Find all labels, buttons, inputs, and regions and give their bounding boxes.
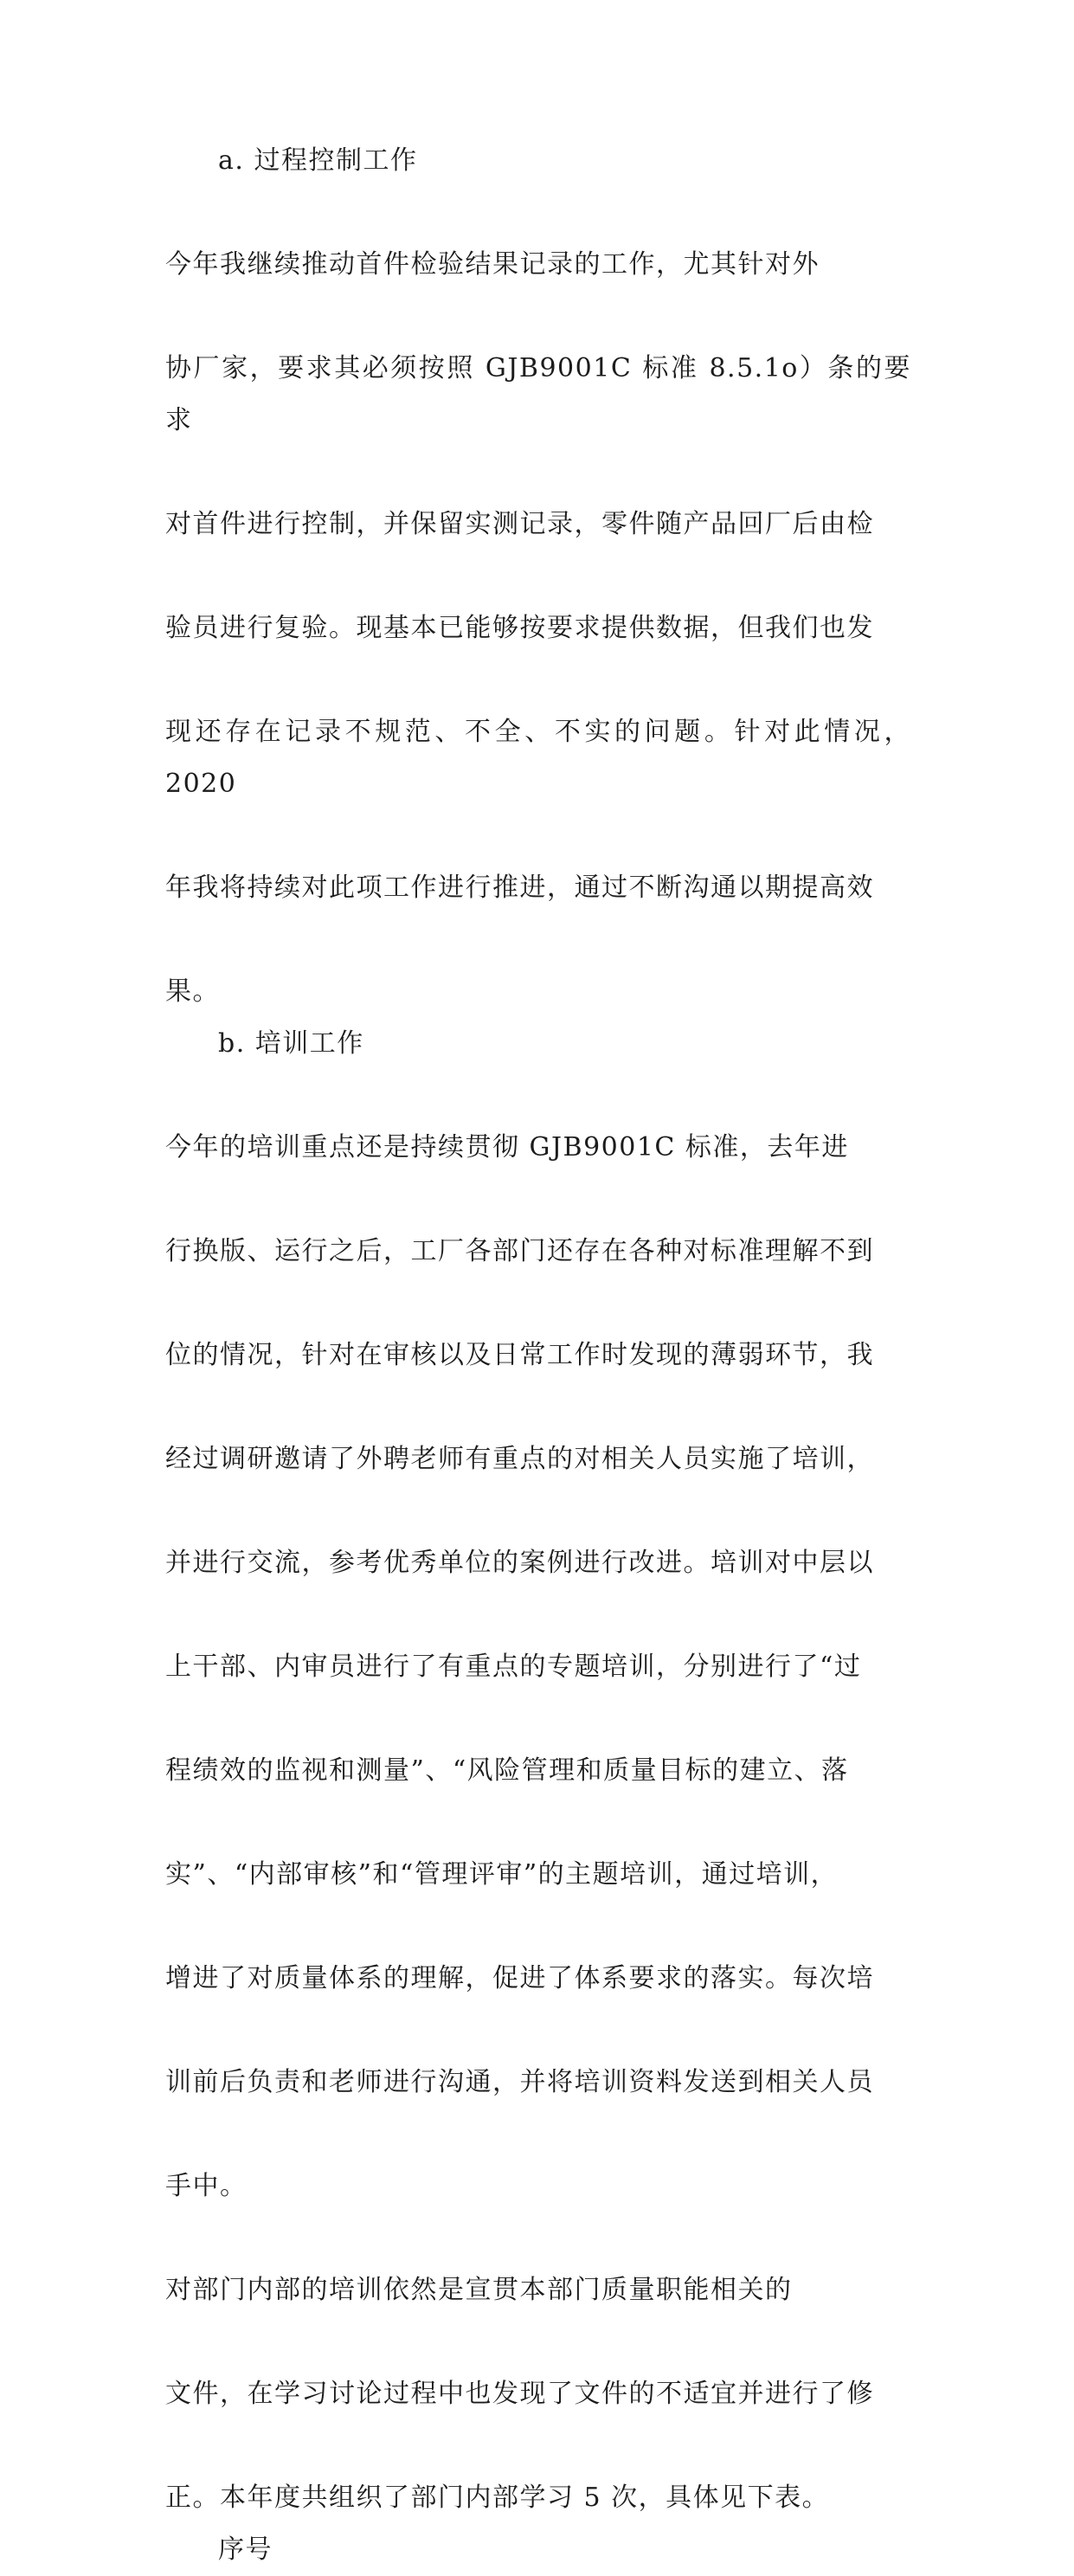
paragraph-training [165, 1070, 911, 2212]
paragraph-line: 年我将持续对此项工作进行推进，通过不断沟通以期提高效 [165, 873, 874, 903]
section-heading-a: a. 过程控制工作 [218, 145, 418, 176]
paragraph-line: 验员进行复验。现基本已能够按要求提供数据，但我们也发 [165, 613, 874, 643]
paragraph-line: 手中。 [165, 2171, 248, 2201]
paragraph-line: 果。 [165, 976, 220, 1007]
paragraph-line: 增进了对质量体系的理解，促进了体系要求的落实。每次培 [165, 1963, 874, 1993]
table-header-serial-number: 序号 [218, 2534, 273, 2565]
paragraph-line: 程绩效的监视和测量”、“风险管理和质量目标的建立、落 [165, 1755, 849, 1786]
paragraph-line: 位的情况，针对在审核以及日常工作时发现的薄弱环节，我 [165, 1340, 874, 1370]
section-heading-b: b. 培训工作 [218, 1028, 364, 1059]
paragraph-line: 实”、“内部审核”和“管理评审”的主题培训，通过培训， [165, 1859, 839, 1890]
paragraph-line: 对部门内部的培训依然是宣贯本部门质量职能相关的 [165, 2275, 793, 2305]
paragraph-line: 现还存在记录不规范、不全、不实的问题。针对此情况，2020 [165, 717, 911, 799]
paragraph-line: 今年我继续推动首件检验结果记录的工作，尤其针对外 [165, 249, 820, 280]
paragraph-line: 训前后负责和老师进行沟通，并将培训资料发送到相关人员 [165, 2067, 874, 2097]
paragraph-internal-training [165, 2212, 911, 2524]
paragraph-line: 文件，在学习讨论过程中也发现了文件的不适宜并进行了修 [165, 2379, 874, 2409]
paragraph-line: 经过调研邀请了外聘老师有重点的对相关人员实施了培训， [165, 1444, 874, 1474]
paragraph-line: 协厂家，要求其必须按照 GJB9001C 标准 8.5.1o）条的要求 [165, 353, 911, 435]
paragraph-line: 行换版、运行之后，工厂各部门还存在各种对标准理解不到 [165, 1236, 874, 1266]
paragraph-line: 上干部、内审员进行了有重点的专题培训，分别进行了“过 [165, 1652, 862, 1682]
paragraph-line: 对首件进行控制，并保留实测记录，零件随产品回厂后由检 [165, 509, 874, 539]
document-body [165, 135, 911, 2576]
paragraph-line: 今年的培训重点还是持续贯彻 GJB9001C 标准，去年进 [165, 1132, 849, 1162]
paragraph-process-control [165, 187, 911, 1018]
paragraph-line: 正。本年度共组织了部门内部学习 5 次，具体见下表。 [165, 2483, 830, 2513]
paragraph-line: 并进行交流，参考优秀单位的案例进行改进。培训对中层以 [165, 1548, 874, 1578]
